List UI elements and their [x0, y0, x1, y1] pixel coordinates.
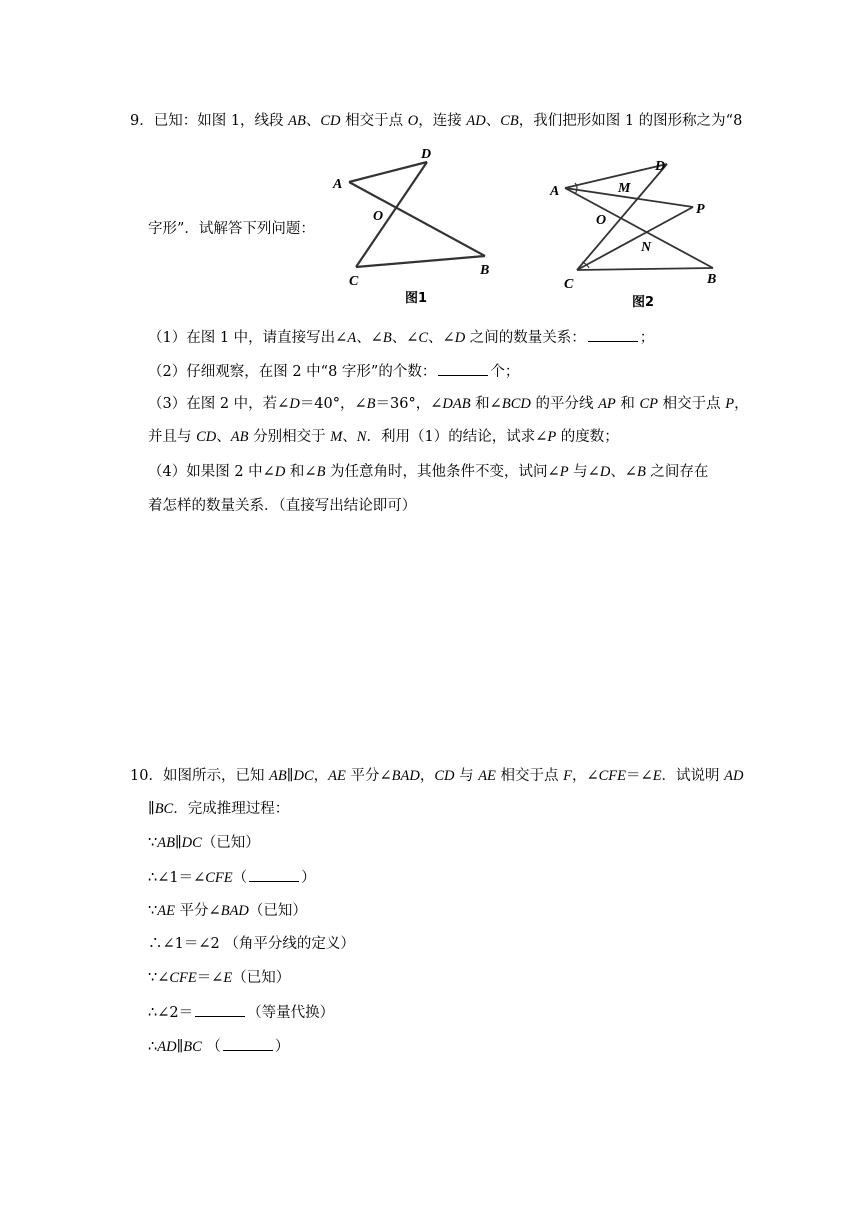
- fig1-caption: 图1: [405, 291, 428, 306]
- q9-part-3a: （3）在图 2 中，若∠D＝40°，∠B＝36°，∠DAB 和∠BCD 的平分线 AP 和 CP 相交于点 P，: [148, 396, 749, 412]
- fig2-label-p: P: [696, 202, 705, 217]
- q10-step-7: ∴AD∥BC （ ）: [148, 1036, 289, 1057]
- q10-step-2: ∴∠1＝∠CFE（ ）: [148, 867, 316, 888]
- answer-blank[interactable]: [195, 1002, 245, 1017]
- answer-blank[interactable]: [588, 327, 638, 342]
- fig1-label-d: D: [421, 147, 432, 162]
- q9-part-4a: （4）如果图 2 中∠D 和∠B 为任意角时，其他条件不变，试问∠P 与∠D、∠B 之间存在: [148, 464, 709, 480]
- fig1-label-a: A: [333, 177, 343, 192]
- q9-line-2: 字形”．试解答下列问题：: [148, 221, 315, 237]
- fig2-label-n: N: [641, 240, 652, 255]
- answer-blank[interactable]: [438, 361, 488, 376]
- fig2-label-c: C: [564, 277, 574, 292]
- fig2-label-b: B: [707, 272, 717, 287]
- q9-part-1: （1）在图 1 中，请直接写出∠A、∠B、∠C、∠D 之间的数量关系： ；: [148, 327, 654, 348]
- answer-blank[interactable]: [223, 1036, 273, 1051]
- figure-1: [325, 140, 505, 310]
- q10-line-1: 10．如图所示，已知 AB∥DC，AE 平分∠BAD，CD 与 AE 相交于点 F，∠CFE＝∠E．试说明 AD: [130, 768, 744, 784]
- fig1-label-c: C: [349, 274, 359, 289]
- q10-line-2: ∥BC．完成推理过程：: [148, 801, 290, 817]
- q9-part-2: （2）仔细观察，在图 2 中“8 字形”的个数： 个；: [148, 361, 519, 382]
- fig1-label-b: B: [480, 263, 490, 278]
- q9-part-4b: 着怎样的数量关系．（直接写出结论即可）: [148, 498, 417, 514]
- fig2-label-m: M: [618, 181, 631, 196]
- q9-line-1: 9．已知：如图 1，线段 AB、CD 相交于点 O，连接 AD、CB，我们把形如图 1 的图形称之为“8: [130, 113, 743, 129]
- fig2-label-o: O: [596, 213, 607, 228]
- fig2-label-a: A: [550, 184, 560, 199]
- fig2-label-d: D: [655, 159, 666, 174]
- fig1-label-o: O: [373, 209, 384, 224]
- q10-step-1: ∵AB∥DC（已知）: [148, 835, 260, 851]
- figure-2: [545, 150, 735, 315]
- q10-step-5: ∵∠CFE＝∠E（已知）: [148, 970, 291, 986]
- fig2-caption: 图2: [632, 295, 655, 310]
- answer-blank[interactable]: [249, 867, 299, 882]
- q10-step-6: ∴∠2＝ （等量代换）: [148, 1002, 334, 1023]
- q9-part-3b: 并且与 CD、AB 分别相交于 M、N．利用（1）的结论，试求∠P 的度数；: [148, 429, 619, 445]
- q10-step-3: ∵AE 平分∠BAD（已知）: [148, 903, 307, 919]
- q10-step-4: ∴∠1＝∠2 （角平分线的定义）: [148, 936, 355, 952]
